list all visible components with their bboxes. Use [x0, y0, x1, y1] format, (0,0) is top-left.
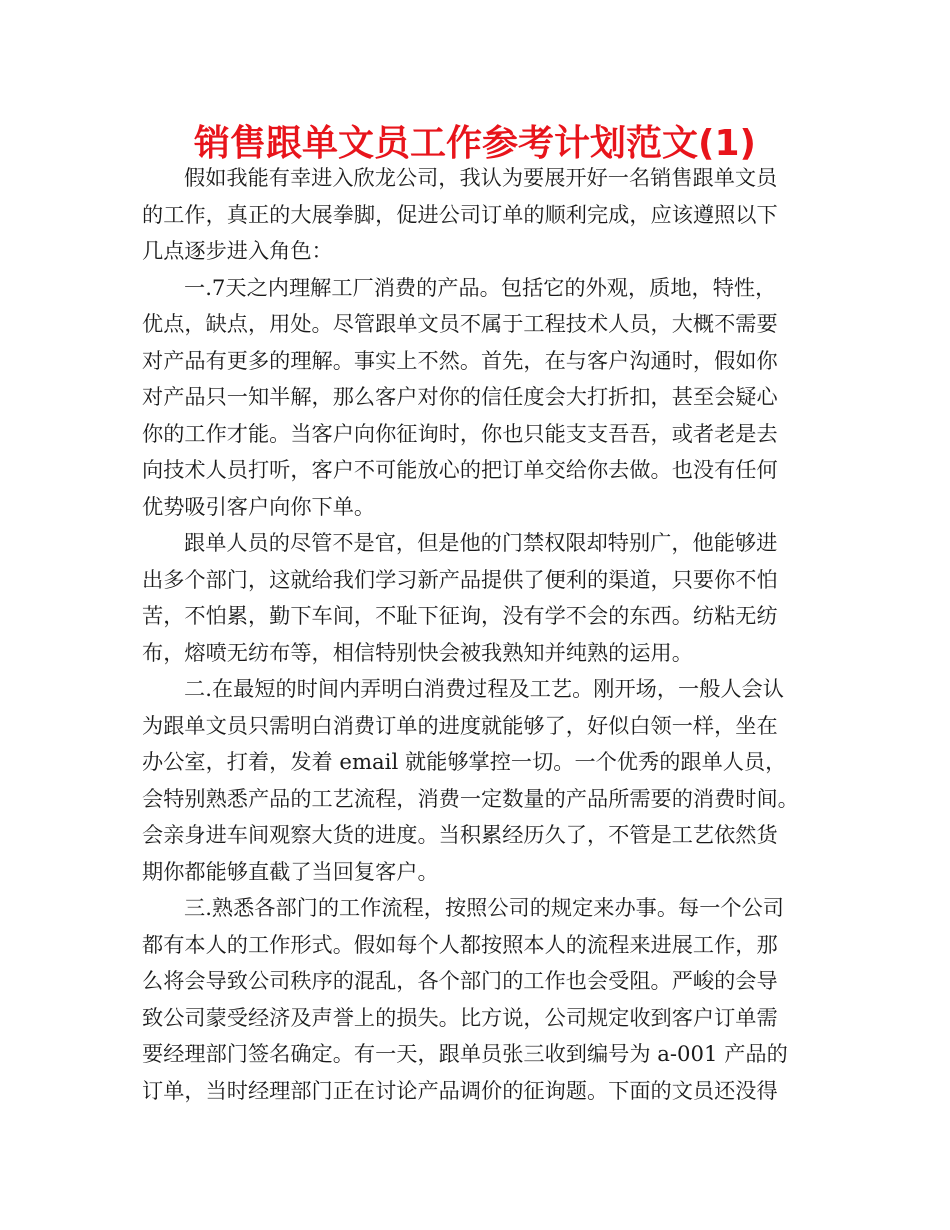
text-line: 的工作，真正的大展拳脚，促进公司订单的顺利完成，应该遵照以下: [142, 201, 778, 227]
text-line: 会特别熟悉产品的工艺流程，消费一定数量的产品所需要的消费时间。: [142, 785, 799, 811]
text-line: 几点逐步进入角色：: [142, 238, 333, 263]
text-line: 期你都能够直截了当回复客户。: [142, 858, 439, 884]
text-line: 为跟单文员只需明白消费订单的进度就能够了，好似白领一样，坐在: [142, 712, 778, 738]
text-line: 布，熔喷无纺布等，相信特别快会被我熟知并纯熟的运用。: [142, 639, 693, 665]
document-title: 销售跟单文员工作参考计划范文(1): [194, 123, 756, 164]
text-line: 二.在最短的时间内弄明白消费过程及工艺。刚开场，一般人会认: [184, 676, 784, 701]
text-line: 你的工作才能。当客户向你征询时，你也只能支支吾吾，或者老是去: [142, 420, 778, 446]
text-line: 会亲身进车间观察大货的进度。当积累经历久了，不管是工艺依然货: [142, 822, 778, 847]
text-line: 优点，缺点，用处。尽管跟单文员不属于工程技术人员，大概不需要: [142, 311, 778, 336]
text-line: 么将会导致公司秩序的混乱，各个部门的工作也会受阻。严峻的会导: [142, 968, 778, 993]
text-line: 出多个部门，这就给我们学习新产品提供了便利的渠道，只要你不怕: [142, 566, 778, 592]
text-line: 一.7天之内理解工厂消费的产品。包括它的外观，质地，特性，: [184, 274, 777, 300]
text-line: 三.熟悉各部门的工作流程，按照公司的规定来办事。每一个公司: [184, 895, 784, 920]
text-line: 向技术人员打听，客户不可能放心的把订单交给你去做。也没有任何: [142, 457, 778, 482]
text-line: 都有本人的工作形式。假如每个人都按照本人的流程来进展工作，那: [142, 931, 778, 957]
text-line: 假如我能有幸进入欣龙公司，我认为要展开好一名销售跟单文员: [184, 165, 778, 190]
document-body: [142, 160, 832, 1109]
text-line: 优势吸引客户向你下单。: [142, 493, 376, 519]
text-line: 致公司蒙受经济及声誉上的损失。比方说，公司规定收到客户订单需: [142, 1004, 778, 1030]
text-line: 对产品只一知半解，那么客户对你的信任度会大打折扣，甚至会疑心: [142, 384, 778, 409]
text-line: 苦，不怕累，勤下车间，不耻下征询，没有学不会的东西。纺粘无纺: [142, 603, 778, 628]
text-line: 办公室，打着，发着 email 就能够掌控一切。一个优秀的跟单人员，: [142, 749, 787, 774]
text-line: 订单，当时经理部门正在讨论产品调价的征询题。下面的文员还没得: [142, 1077, 778, 1103]
text-line: 对产品有更多的理解。事实上不然。首先，在与客户沟通时，假如你: [142, 347, 778, 373]
text-line: 要经理部门签名确定。有一天，跟单员张三收到编号为 a-001 产品的: [142, 1041, 788, 1066]
text-line: 跟单人员的尽管不是官，但是他的门禁权限却特别广，他能够进: [184, 530, 778, 555]
